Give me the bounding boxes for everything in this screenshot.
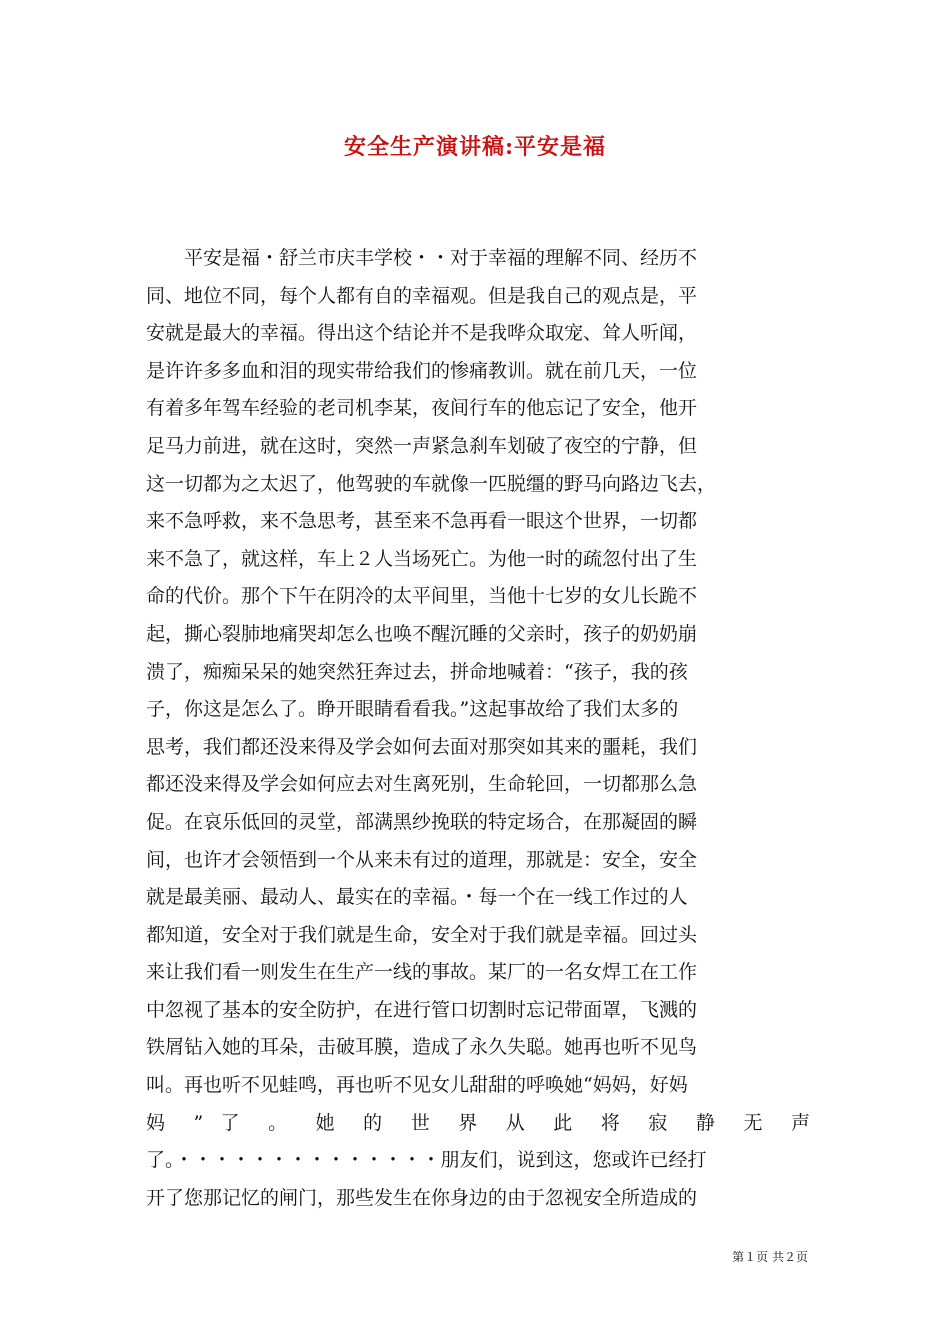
paragraph-line: 来不急了，就这样，车上２人当场死亡。为他一时的疏忽付出了生 bbox=[146, 547, 698, 570]
paragraph-line: 都知道，安全对于我们就是生命，安全对于我们就是幸福。回过头 bbox=[146, 923, 698, 946]
paragraph-line: 命的代价。那个下午在阴冷的太平间里，当他十七岁的女儿长跪不 bbox=[146, 585, 698, 608]
paragraph-line: 就是最美丽、最动人、最实在的幸福。・每一个在一线工作过的人 bbox=[146, 886, 688, 909]
paragraph-line: 同、地位不同，每个人都有自的幸福观。但是我自己的观点是，平 bbox=[146, 284, 698, 307]
paragraph-line: 都还没来得及学会如何应去对生离死别，生命轮回，一切都那么急 bbox=[146, 773, 698, 796]
paragraph-line: 平安是福・舒兰市庆丰学校・・对于幸福的理解不同、经历不 bbox=[184, 247, 698, 269]
document-title: 安全生产演讲稿:平安是福 bbox=[343, 134, 607, 160]
paragraph-line: 来不急呼救，来不急思考，甚至来不急再看一眼这个世界，一切都 bbox=[146, 510, 698, 533]
paragraph-line: 这一切都为之太迟了，他驾驶的车就像一匹脱缰的野马向路边飞去， bbox=[146, 472, 717, 495]
paragraph-line: 思考，我们都还没来得及学会如何去面对那突如其来的噩耗，我们 bbox=[146, 735, 698, 758]
paragraph-line: 铁屑钻入她的耳朵，击破耳膜，造成了永久失聪。她再也听不见鸟 bbox=[146, 1036, 698, 1059]
paragraph-line: 开了您那记忆的闸门，那些发生在你身边的由于忽视安全所造成的 bbox=[146, 1186, 698, 1209]
paragraph-line: 叫。再也听不见蛙鸣，再也听不见女儿甜甜的呼唤她“妈妈，好妈 bbox=[146, 1074, 688, 1097]
paragraph-line: 中忽视了基本的安全防护，在进行管口切割时忘记带面罩，飞溅的 bbox=[146, 998, 698, 1021]
paragraph-line: 安就是最大的幸福。得出这个结论并不是我哗众取宠、耸人听闻， bbox=[146, 322, 698, 345]
paragraph-line: 促。在哀乐低回的灵堂，部满黑纱挽联的特定场合，在那凝固的瞬 bbox=[146, 810, 698, 833]
paragraph-line: 来让我们看一则发生在生产一线的事故。某厂的一名女焊工在工作 bbox=[146, 961, 698, 984]
paragraph-line: 溃了，痴痴呆呆的她突然狂奔过去，拼命地喊着：“孩子，我的孩 bbox=[146, 660, 688, 683]
paragraph-line: 是许许多多血和泪的现实带给我们的惨痛教训。就在前几天，一位 bbox=[146, 359, 698, 382]
paragraph-line: 妈 ” 了 。 她 的 世 界 从 此 将 寂 静 无 声 bbox=[146, 1111, 810, 1134]
paragraph-line: 有着多年驾车经验的老司机李某，夜间行车的他忘记了安全，他开 bbox=[146, 397, 698, 420]
paragraph-line: 起，撕心裂肺地痛哭却怎么也唤不醒沉睡的父亲时，孩子的奶奶崩 bbox=[146, 622, 698, 645]
paragraph-line: 足马力前进，就在这时，突然一声紧急刹车划破了夜空的宁静，但 bbox=[146, 434, 698, 457]
page-number: 第１页 共２页 bbox=[732, 1250, 808, 1264]
paragraph-line: 间，也许才会领悟到一个从来未有过的道理，那就是：安全，安全 bbox=[146, 848, 698, 871]
paragraph-line: 了。・・・・・・・・・・・・・・朋友们，说到这，您或许已经打 bbox=[146, 1149, 707, 1172]
document-body bbox=[146, 240, 810, 1217]
paragraph-line: 子，你这是怎么了。睁开眼睛看看我。”这起事故给了我们太多的 bbox=[146, 698, 679, 721]
